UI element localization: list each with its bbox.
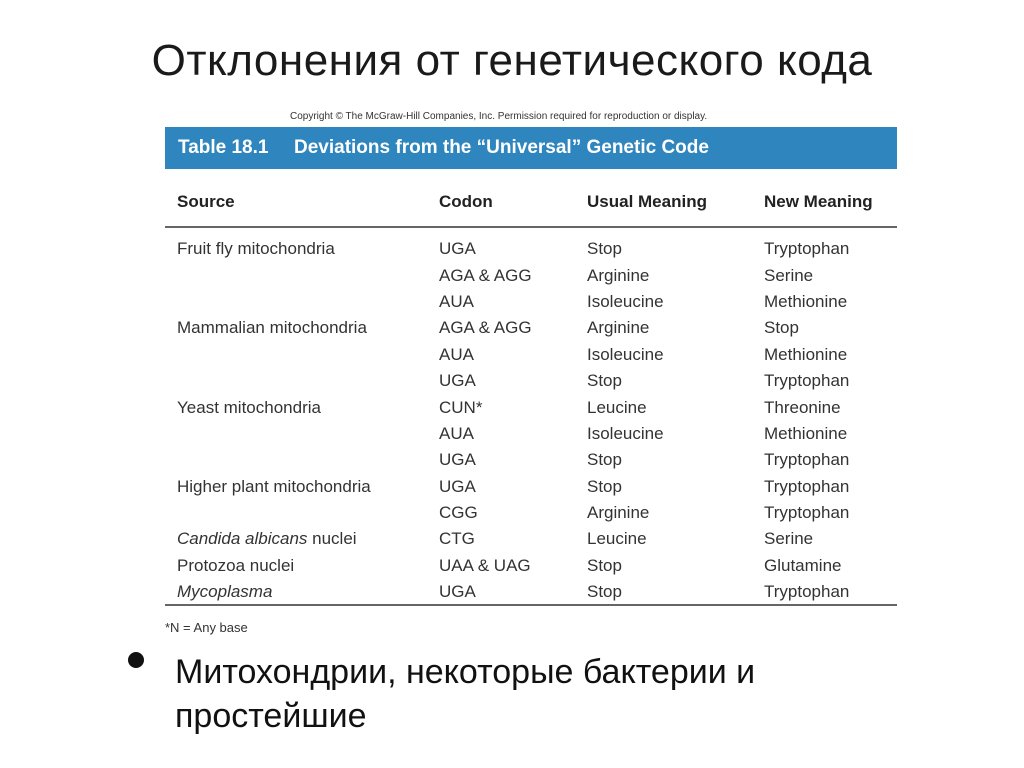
cell-new-meaning: Glutamine [764,555,842,575]
cell-new-meaning: Methionine [764,344,848,364]
cell-usual-meaning: Isoleucine [587,344,664,364]
cell-new-meaning: Serine [764,265,814,285]
header-codon: Codon [439,184,587,227]
cell-source [165,394,439,420]
cell-codon: UAA & UAG [439,555,531,575]
table-row [165,553,897,579]
cell-usual-meaning: Isoleucine [587,291,664,311]
cell-new-meaning: Tryptophan [764,476,850,496]
cell-usual-meaning: Arginine [587,265,650,285]
table-caption-band [165,127,897,169]
header-source: Source [165,184,439,227]
cell-codon: UGA [439,582,476,602]
source-organism-italic: Candida albicans [177,529,308,549]
cell-source [165,342,439,368]
cell-codon: UGA [439,476,476,496]
header-usual-meaning: Usual Meaning [587,184,764,227]
cell-codon: AUA [439,344,474,364]
genetic-code-table [165,184,897,605]
cell-new-meaning: Methionine [764,291,848,311]
cell-source [165,447,439,473]
cell-source [165,315,439,341]
cell-new-meaning: Tryptophan [764,582,850,602]
slide-title: Отклонения от генетического кода [151,36,873,85]
cell-source [165,421,439,447]
table-row [165,421,897,447]
source-text: nuclei [307,529,357,549]
table-row [165,315,897,341]
cell-source [165,227,439,262]
bullet-icon [128,652,144,668]
cell-usual-meaning: Isoleucine [587,423,664,443]
table-bottom-rule [165,604,897,606]
table-row [165,342,897,368]
header-new-meaning: New Meaning [764,184,897,227]
table-footnote: *N = Any base [165,620,248,635]
cell-source [165,262,439,288]
cell-source [165,500,439,526]
cell-new-meaning: Serine [764,529,814,549]
cell-new-meaning: Tryptophan [764,503,850,523]
bullet-text: Митохондрии, некоторые бактерии и простейшие [175,653,756,735]
cell-codon: UGA [439,371,476,391]
cell-new-meaning: Tryptophan [764,371,850,391]
cell-codon: UGA [439,450,476,470]
cell-new-meaning: Stop [764,318,799,338]
cell-usual-meaning: Stop [587,555,622,575]
cell-usual-meaning: Stop [587,239,622,259]
table-row [165,262,897,288]
table-caption: Deviations from the “Universal” Genetic Code [294,137,709,158]
table-number: Table 18.1 [178,137,269,158]
table-body [165,227,897,605]
source-organism-italic: Mycoplasma [177,582,273,602]
cell-codon: AUA [439,291,474,311]
cell-source [165,526,439,552]
cell-source [165,553,439,579]
table-row [165,579,897,605]
cell-source [165,579,439,605]
source-text: Fruit fly mitochondria [177,239,335,259]
cell-new-meaning: Methionine [764,423,848,443]
table-row [165,289,897,315]
cell-new-meaning: Threonine [764,397,841,417]
table-row [165,500,897,526]
cell-source [165,289,439,315]
source-text: Yeast mitochondria [177,397,321,417]
cell-codon: UGA [439,239,476,259]
table-row [165,368,897,394]
cell-codon: CUN* [439,397,483,417]
table-row [165,394,897,420]
cell-usual-meaning: Stop [587,450,622,470]
cell-usual-meaning: Arginine [587,318,650,338]
cell-usual-meaning: Arginine [587,503,650,523]
cell-codon: CTG [439,529,475,549]
cell-codon: AUA [439,423,474,443]
cell-new-meaning: Tryptophan [764,450,850,470]
source-text: Higher plant mitochondria [177,476,371,496]
cell-source [165,474,439,500]
table-header-row [165,184,897,227]
cell-codon: AGA & AGG [439,265,532,285]
cell-source [165,368,439,394]
table-row [165,227,897,262]
table-row [165,447,897,473]
source-text: Protozoa nuclei [177,555,295,575]
cell-codon: AGA & AGG [439,318,532,338]
source-text: Mammalian mitochondria [177,318,367,338]
cell-usual-meaning: Stop [587,371,622,391]
cell-new-meaning: Tryptophan [764,239,850,259]
table-row [165,474,897,500]
cell-usual-meaning: Leucine [587,529,647,549]
cell-codon: CGG [439,503,478,523]
cell-usual-meaning: Stop [587,476,622,496]
cell-usual-meaning: Leucine [587,397,647,417]
table-row [165,526,897,552]
cell-usual-meaning: Stop [587,582,622,602]
copyright-notice: Copyright © The McGraw-Hill Companies, Inc. Permission required for reproduction or display. [290,111,708,122]
